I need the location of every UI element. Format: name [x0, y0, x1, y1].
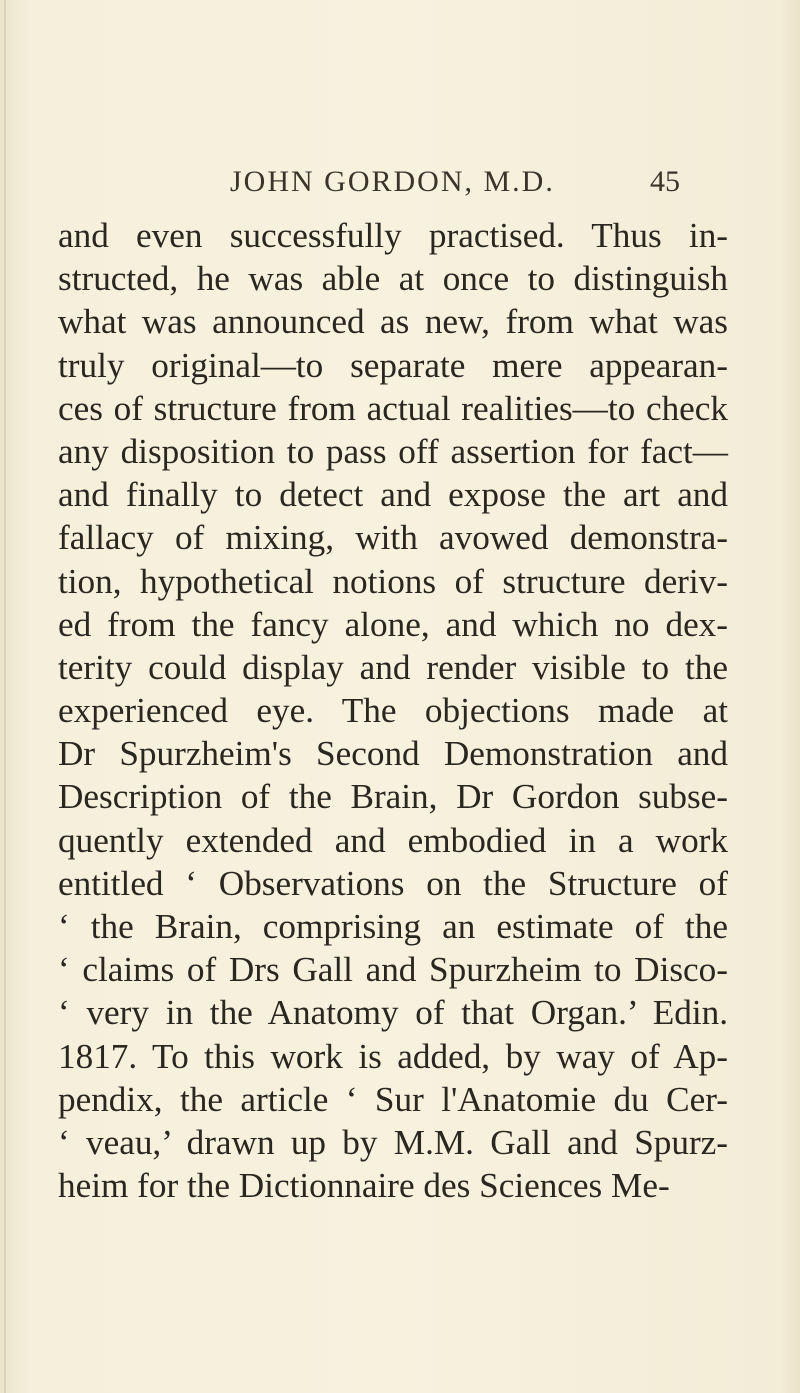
text-line: ‘ very in the Anatomy of that Organ.’ Edin. — [58, 993, 728, 1033]
text-line: truly original—to separate mere appearan- — [58, 345, 728, 385]
text-line: Dr Spurzheim's Second Demonstration and — [58, 734, 728, 774]
text-line: terity could display and render visible to the — [58, 647, 728, 687]
text-line: ‘ claims of Drs Gall and Spurzheim to Disco- — [58, 950, 728, 990]
text-line: experienced eye. The objections made at — [58, 691, 728, 731]
running-head-title: JOHN GORDON, M.D. — [230, 165, 555, 198]
text-line: pendix, the article ‘ Sur l'Anatomie du Cer- — [58, 1079, 728, 1119]
text-line: entitled ‘ Observations on the Structure of — [58, 863, 728, 903]
text-line: any disposition to pass off assertion for fact— — [58, 431, 728, 471]
text-line: ed from the fancy alone, and which no dex- — [58, 604, 728, 644]
page-number: 45 — [650, 165, 680, 198]
text-line: heim for the Dictionnaire des Sciences Me- — [58, 1166, 670, 1206]
text-line: fallacy of mixing, with avowed demonstra- — [58, 518, 728, 558]
text-line: tion, hypothetical notions of structure deriv- — [58, 561, 728, 601]
text-line: what was announced as new, from what was — [58, 302, 728, 342]
text-line: Description of the Brain, Dr Gordon subse- — [58, 777, 728, 817]
text-line: ces of structure from actual realities—to check — [58, 388, 728, 428]
text-line: and even successfully practised. Thus in- — [58, 216, 728, 255]
page-gutter-edge — [4, 0, 6, 1393]
text-line: ‘ the Brain, comprising an estimate of the — [58, 907, 728, 946]
text-line: quently extended and embodied in a work — [58, 820, 728, 860]
text-line: 1817. To this work is added, by way of Ap- — [58, 1036, 728, 1076]
body-text — [58, 214, 728, 1207]
text-line: ‘ veau,’ drawn up by M.M. Gall and Spurz- — [58, 1122, 728, 1162]
text-line: structed, he was able at once to distinguish — [58, 259, 728, 299]
text-line: and finally to detect and expose the art and — [58, 475, 728, 515]
